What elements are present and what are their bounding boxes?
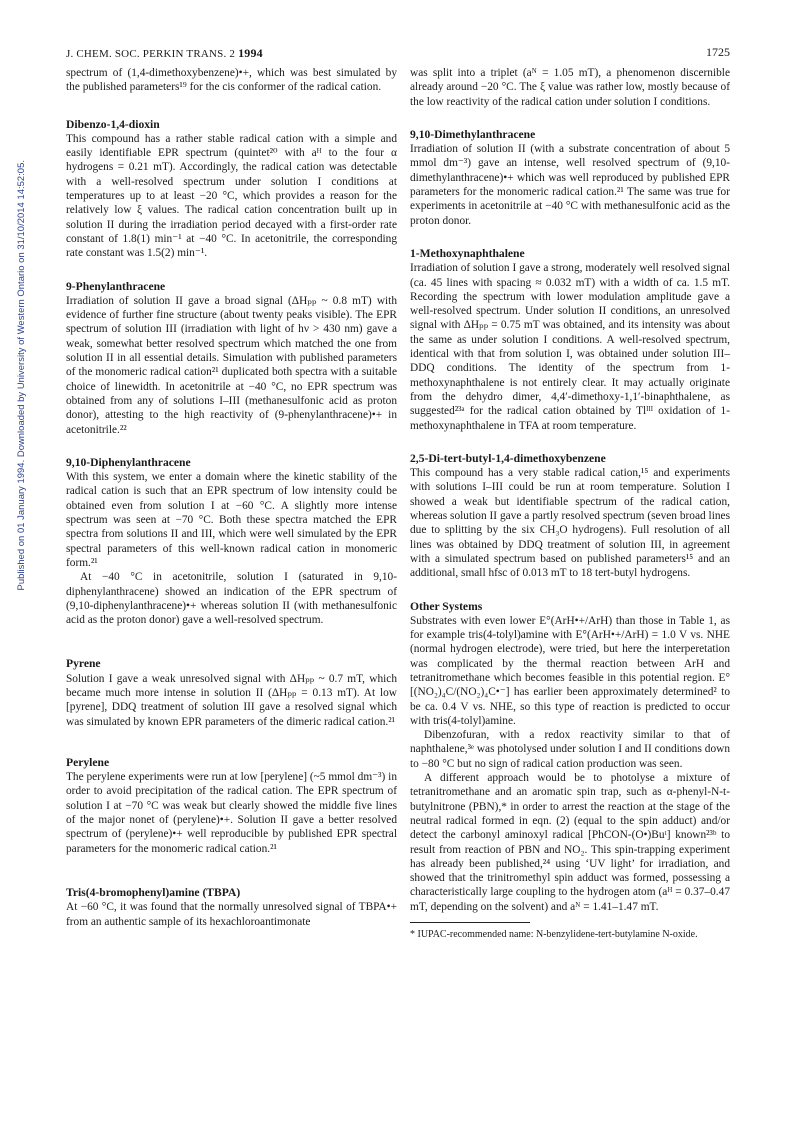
left-column	[66, 66, 397, 929]
section-paragraph: Irradiation of solution I gave a strong, moderately well resolved signal (ca. 45 lines with spacing ≈ 0.032 mT) with a width of ca. 1.5 mT. Recording the spectrum with lower modulation amplitude gave a well-resolved spectrum. Under solution II conditions, an unresolved signal with ΔHₚₚ = 0.75 mT was obtained, and its intensity was about the same as under solution I conditions. A well-resolved spectrum, identical with that from solution I, was obtained under solution III–DDQ conditions. The identity of the spectrum from 1-methoxynaphthalene is not entirely clear. It may actually originate from the dehydro dimer, 4,4′-dimethoxy-1,1′-binaphthalene, as suggested²³ᵃ for the radical cation obtained by Tlᴵᴵᴵ oxidation of 1-methoxynaphthalene in TFA at room temperature.	[410, 262, 730, 432]
journal-year: 1994	[238, 46, 263, 60]
page-number: 1725	[706, 45, 730, 59]
section-heading: Dibenzo-1,4-dioxin	[66, 117, 160, 131]
download-note	[8, 160, 26, 1060]
download-note-text: Published on 01 January 1994. Downloaded by University of Western Ontario on 31/10/2014 14:52:05.	[15, 160, 26, 591]
section-dimethylanthracene	[410, 128, 730, 228]
section-ditertbutyl-dimethoxybenzene	[410, 452, 730, 581]
section-other-systems	[410, 600, 730, 915]
section-paragraph: Irradiation of solution II gave a broad signal (ΔHₚₚ ~ 0.8 mT) with evidence of further fine structure (about twenty peaks visible). The EPR spectrum of solution III (irradiation with light of hν > 430 nm) gave a weak, somewhat better resolved spectrum which matched the one from solution II in all essential details. Simulation with published parameters of the monomeric radical cation²¹ duplicated both spectra with a suitable choice of linewidth. In acetonitrile at −40 °C, no EPR spectrum was obtained from any of solutions I–III (methanesulfonic acid as proton donor), attesting to the high reactivity of (9-phenylanthracene)•+ in acetonitrile.²²	[66, 294, 397, 436]
section-heading: 9,10-Dimethylanthracene	[410, 127, 536, 141]
section-paragraph: With this system, we enter a domain where the kinetic stability of the radical cation is such that an EPR spectrum of low intensity could be obtained even from solution I at −60 °C. A slightly more intense spectrum was seen at −70 °C. Both these spectra matched the EPR spectra from solutions II and III, which were well simulated by the EPR spectral parameters of this well-known radical cation in monomeric form.²¹	[66, 471, 397, 569]
section-paragraph: Solution I gave a weak unresolved signal with ΔHₚₚ ~ 0.7 mT, which became much more intense in solution II (ΔHₚₚ = 0.13 mT). At low [pyrene], DDQ treatment of solution III gave a resolved signal which was simulated by known EPR parameters of the dimeric radical cation.²¹	[66, 672, 397, 728]
right-column	[410, 66, 730, 942]
left-intro: spectrum of (1,4-dimethoxybenzene)•+, which was best simulated by the published parameters¹⁹ for the cis conformer of the radical cation.	[66, 67, 397, 94]
footnote: * IUPAC-recommended name: N-benzylidene-tert-butylamine N-oxide.	[410, 929, 698, 941]
section-paragraph: Dibenzofuran, with a redox reactivity similar to that of naphthalene,³ᵉ was photolysed under solution I and II conditions down to −80 °C but no sign of radical cation production was seen.	[410, 729, 730, 770]
section-paragraph: The perylene experiments were run at low [perylene] (~5 mmol dm⁻³) in order to avoid precipitation of the radical cation. The EPR spectrum of solution I at −70 °C was weak but clearly showed the middle five lines of the major nonet of (perylene)•+. Solution II gave a better resolved spectrum of (perylene)•+ well reproducible by published EPR spectral parameters for the monomeric radical cation.²¹	[66, 771, 397, 855]
section-paragraph: Substrates with even lower E°(ArH•+/ArH) than those in Table 1, as for example tris(4-tolyl)amine with E°(ArH•+/ArH) = 1.0 V vs. NHE (normal hydrogen electrode), were tried, but here the interperetation was complicated by the thermal reaction between ArH and tetranitromethane which becomes feasible in this potential region. E°[(NO₂)₄C/(NO₂)₄C•⁻] has earlier been approximately determined² to be ca. 0.4 V vs. NHE, so this type of reaction is predicted to occur with tris(4-tolyl)amine.	[410, 614, 730, 727]
section-phenylanthracene	[66, 280, 397, 437]
section-dibenzo-dioxin	[66, 118, 397, 261]
section-pyrene	[66, 657, 397, 728]
section-heading: 9-Phenylanthracene	[66, 279, 166, 293]
section-paragraph: At −40 °C in acetonitrile, solution I (saturated in 9,10-diphenylanthracene) showed an indication of the EPR spectrum of (9,10-diphenylanthracene)•+ whereas solution II (with methanesulfonic acid as the proton donor) gave a well-resolved spectrum.	[66, 571, 397, 627]
section-tbpa	[66, 886, 397, 929]
section-methoxynaphthalene	[410, 247, 730, 433]
right-intro: was split into a triplet (aᴺ = 1.05 mT), a phenomenon discernible already around −20 °C. The ξ value was rather low, mostly because of the low reactivity of the radical cation under solution I conditions.	[410, 67, 730, 108]
section-heading: Perylene	[66, 755, 110, 769]
section-paragraph: This compound has a rather stable radical cation with a simple and easily identifiable EPR spectrum (quintet²⁰ with aᴴ to the four α hydrogens = 0.21 mT). Accordingly, the radical cation was detectable with a well-resolved spectrum under solution I conditions at temperatures up to at least −20 °C, which provides a reason for the relatively low ξ values. The radical cation concentration built up in solution II during the irradiation period decayed with a first-order rate constant of 1.8(1) min⁻¹ at −40 °C. In acetonitrile, the corresponding rate constant was 1.5(2) min⁻¹.	[66, 132, 397, 260]
section-heading: Other Systems	[410, 599, 483, 613]
section-heading: 9,10-Diphenylanthracene	[66, 455, 191, 469]
running-header	[66, 46, 263, 61]
section-paragraph: A different approach would be to photolyse a mixture of tetranitromethane and an aromatic spin trap, such as α-phenyl-N-t-butylnitrone (PBN),* in order to arrest the reaction at the stage of the neutral radical formed in eqn. (2) (equal to the spin adduct) and/or detect the carbonyl aminoxyl radical [PhCON-(O•)Buᵗ] known²³ᵇ to result from reaction of PBN and NO₂. This spin-trapping experiment has already been published,²⁴ using ‘UV light’ for irradiation, and showed that the trinitromethyl spin adduct was formed, possessing a characteristically large coupling to the hydrogen atom (aᴴ = 0.37–0.47 mT, depending on the solvent) and aᴺ = 1.41–1.47 mT.	[410, 772, 730, 913]
section-heading: Tris(4-bromophenyl)amine (TBPA)	[66, 885, 241, 899]
section-perylene	[66, 756, 397, 856]
section-paragraph: At −60 °C, it was found that the normally unresolved signal of TBPA•+ from an authentic sample of its hexachloroantimonate	[66, 901, 397, 928]
section-heading: Pyrene	[66, 657, 101, 671]
section-paragraph: This compound has a very stable radical cation,¹⁵ and experiments with solutions I–III could be run at room temperature. Solution I showed a weak but identifiable spectrum of the radical cation, whereas solution II gave a partly resolved spectrum (seven broad lines due to splitting by the six CH₃O hydrogens). Full resolution of all lines was obtained by DDQ treatment of solution III, in agreement with a simulated spectrum based on published parameters¹⁵ and an additional, small hfsc of 0.013 mT to 18 tert-butyl hydrogens.	[410, 467, 730, 580]
journal-name: J. CHEM. SOC. PERKIN TRANS. 2	[66, 48, 236, 60]
section-heading: 1-Methoxynaphthalene	[410, 246, 525, 260]
section-diphenylanthracene	[66, 456, 397, 628]
section-paragraph: Irradiation of solution II (with a substrate concentration of about 5 mmol dm⁻³) gave an intense, well resolved spectrum of (9,10-dimethylanthracene)•+ which was well reproduced by published EPR parameters for the monomeric radical cation.²¹ The same was true for experiments in acetonitrile at −40 °C with methanesulfonic acid as the proton donor.	[410, 143, 730, 227]
section-heading: 2,5-Di-tert-butyl-1,4-dimethoxybenzene	[410, 451, 606, 465]
footnote-rule	[410, 922, 530, 923]
